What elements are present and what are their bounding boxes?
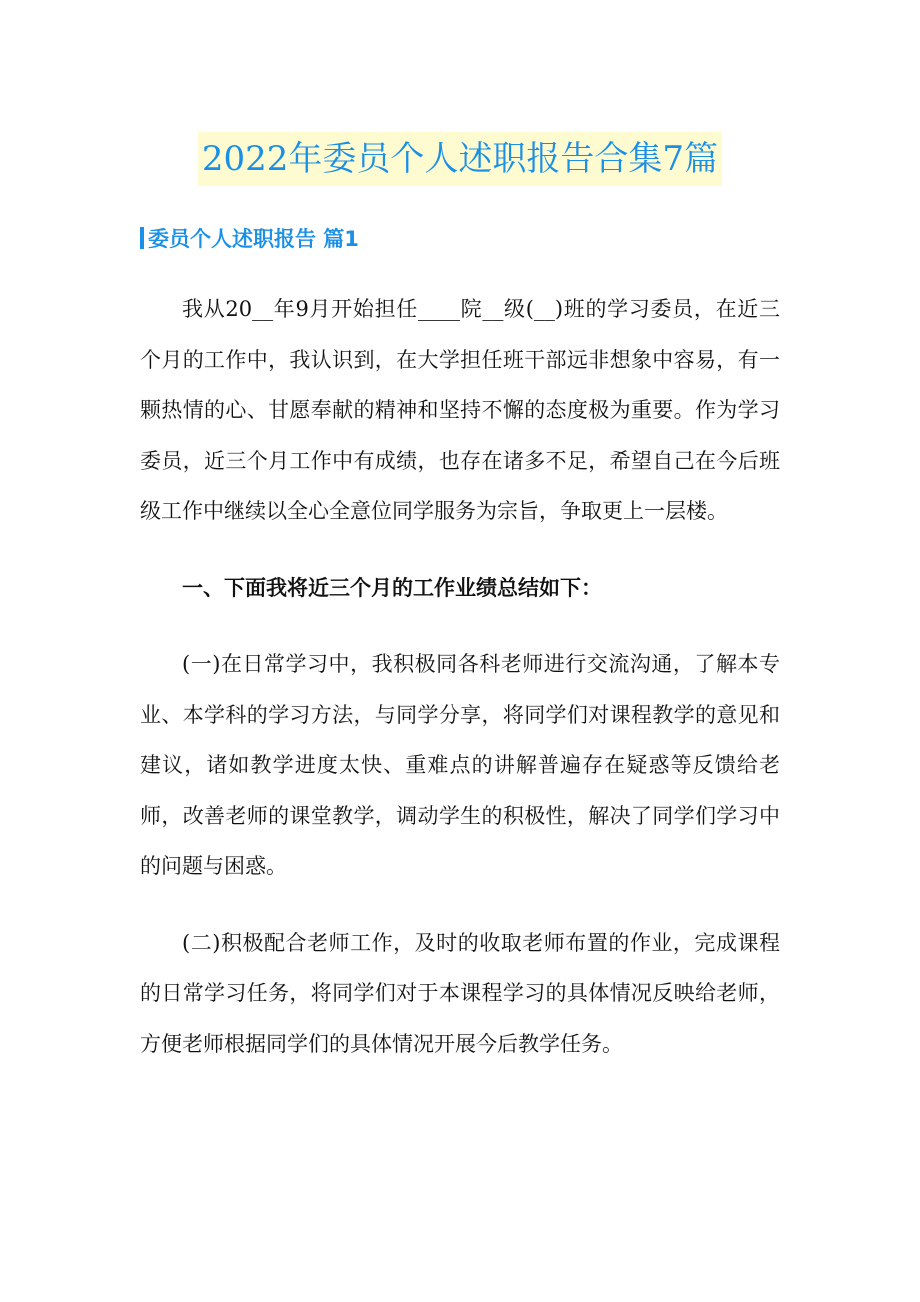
paragraph-item-2: (二)积极配合老师工作，及时的收取老师布置的作业，完成课程的日常学习任务，将同学们对于本课程学习的具体情况反映给老师，方便老师根据同学们的具体情况开展今后教学任务。	[140, 930, 780, 1056]
section-heading	[140, 222, 359, 254]
paragraph-intro: 我从20__年9月开始担任____院__级(__)班的学习委员，在近三个月的工作中，我认识到，在大学担任班干部远非想象中容易，有一颗热情的心、甘愿奉献的精神和坚持不懈的态度极为重要。作为学习委员，近三个月工作中有成绩，也存在诸多不足，希望自己在今后班级工作中继续以全心全意位同学服务为宗旨，争取更上一层楼。	[140, 297, 780, 523]
document-body	[140, 284, 780, 1095]
heading-marker-bar	[140, 227, 144, 249]
section-heading-text: 委员个人述职报告 篇1	[148, 227, 359, 251]
paragraph-item-1: (一)在日常学习中，我积极同各科老师进行交流沟通，了解本专业、本学科的学习方法，与同学分享，将同学们对课程教学的意见和建议，诸如教学进度太快、重难点的讲解普遍存在疑惑等反馈给老师，改善老师的课堂教学，调动学生的积极性，解决了同学们学习中的问题与困惑。	[140, 652, 780, 878]
title-container	[0, 132, 920, 186]
paragraph-subheading: 一、下面我将近三个月的工作业绩总结如下：	[182, 575, 602, 600]
document-title: 2022年委员个人述职报告合集7篇	[198, 132, 722, 186]
